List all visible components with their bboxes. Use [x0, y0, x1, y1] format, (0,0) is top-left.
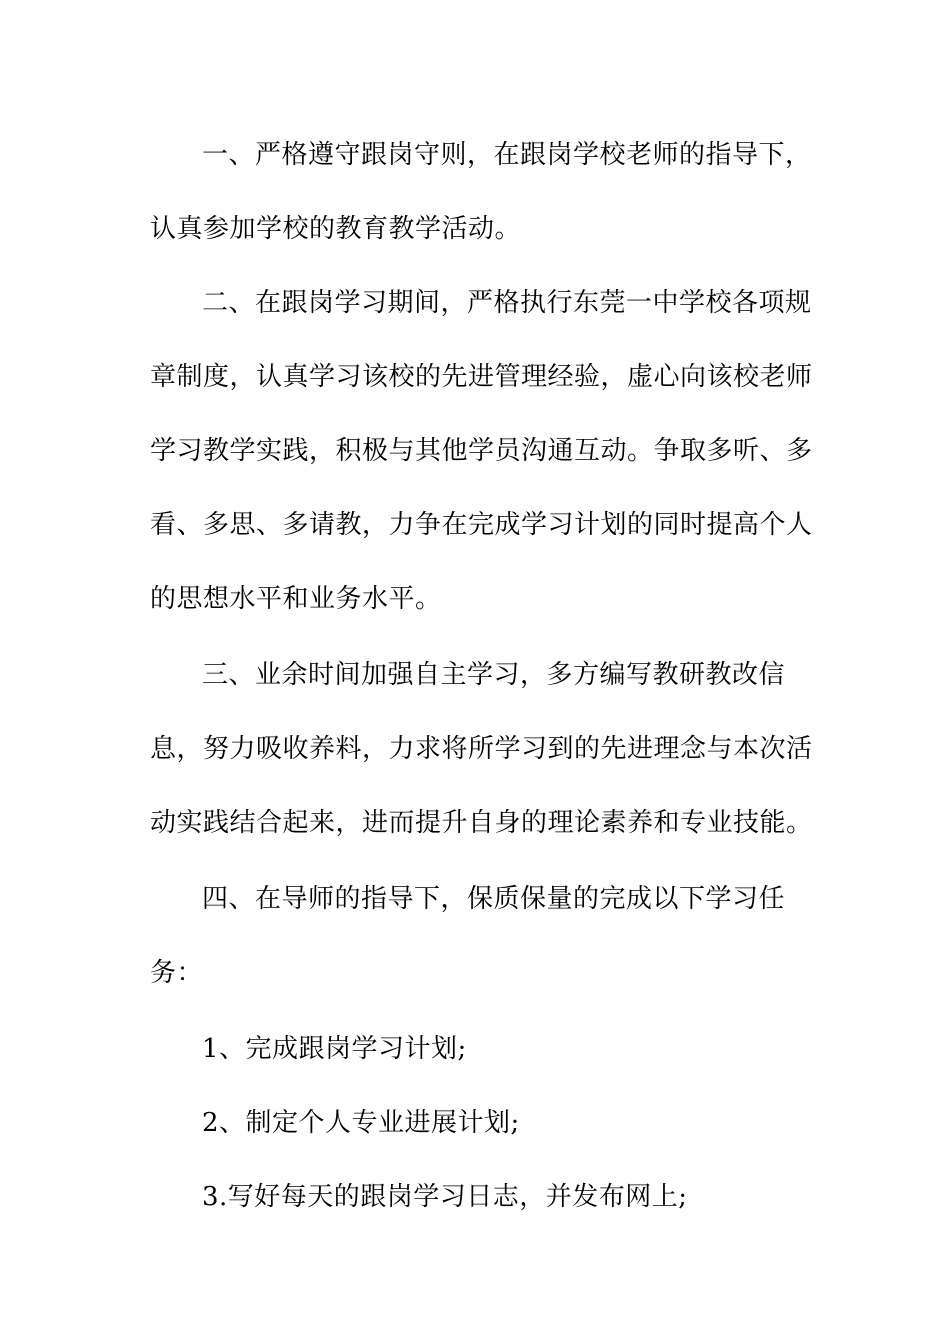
- paragraph-4-line-1: 四、在导师的指导下，保质保量的完成以下学习任: [202, 884, 786, 914]
- paragraph-2-line-5: 的思想水平和业务水平。: [150, 584, 442, 614]
- paragraph-2-line-3: 学习教学实践，积极与其他学员沟通互动。争取多听、多: [150, 436, 813, 466]
- paragraph-2-line-4: 看、多思、多请教，力争在完成学习计划的同时提高个人: [150, 510, 813, 540]
- paragraph-1-line-2: 认真参加学校的教育教学活动。: [150, 214, 522, 244]
- paragraph-3-line-3: 动实践结合起来，进而提升自身的理论素养和专业技能。: [150, 808, 813, 838]
- paragraph-3-line-1: 三、业余时间加强自主学习，多方编写教研教改信: [202, 660, 786, 690]
- paragraph-4-line-2: 务：: [150, 958, 204, 988]
- list-item-2: 2、制定个人专业进展计划;: [202, 1108, 520, 1138]
- paragraph-2-line-2: 章制度，认真学习该校的先进管理经验，虚心向该校老师: [150, 362, 813, 392]
- paragraph-3-line-2: 息，努力吸收养料，力求将所学习到的先进理念与本次活: [150, 734, 813, 764]
- list-item-1: 1、完成跟岗学习计划;: [202, 1034, 467, 1064]
- list-item-3: 3.写好每天的跟岗学习日志，并发布网上;: [202, 1182, 688, 1212]
- paragraph-1-line-1: 一、严格遵守跟岗守则，在跟岗学校老师的指导下，: [202, 140, 812, 170]
- paragraph-2-line-1: 二、在跟岗学习期间，严格执行东莞一中学校各项规: [202, 288, 812, 318]
